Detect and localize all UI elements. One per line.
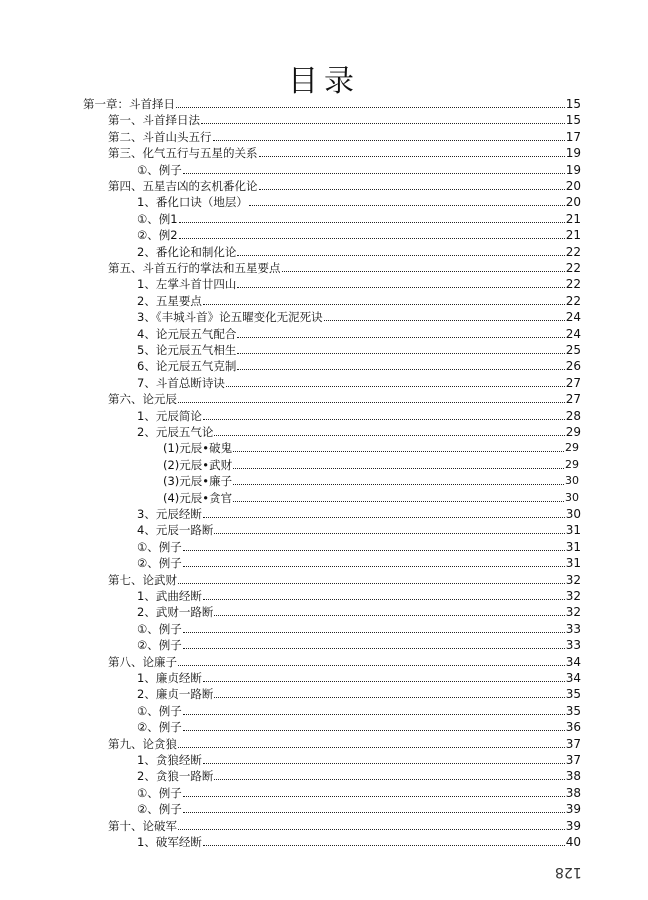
toc-entry-page: 36: [565, 720, 581, 735]
toc-entry-page: 32: [565, 572, 581, 587]
toc-entry-label: 2、廉贞一路断: [137, 687, 214, 702]
toc-entry[interactable]: [137, 718, 581, 734]
toc-entry-label: 第十、论破军: [108, 818, 177, 833]
dot-leader: [237, 369, 564, 370]
dot-leader: [214, 779, 564, 780]
toc-entry[interactable]: [137, 341, 581, 357]
toc-entry[interactable]: [137, 193, 581, 209]
dot-leader: [237, 287, 564, 288]
toc-entry-label: 第一、斗首择日法: [108, 113, 200, 128]
dot-leader: [259, 156, 565, 157]
toc-entry[interactable]: [137, 685, 581, 701]
toc-entry[interactable]: [163, 456, 579, 472]
dot-leader: [203, 599, 565, 600]
toc-entry[interactable]: [137, 538, 581, 554]
toc-entry-page: 26: [565, 359, 581, 374]
toc-entry-page: 21: [565, 228, 581, 243]
toc-entry[interactable]: [108, 177, 581, 193]
toc-entry-label: (4)元辰•贪官: [163, 490, 233, 505]
toc-entry[interactable]: [108, 390, 581, 406]
toc-entry-label: 2、番化论和制化论: [137, 244, 237, 259]
toc-entry-page: 38: [565, 785, 581, 800]
dot-leader: [183, 796, 565, 797]
toc-entry-label: 2、五星要点: [137, 293, 202, 308]
toc-entry-label: ①、例子: [137, 703, 182, 718]
dot-leader: [183, 812, 565, 813]
toc-entry[interactable]: [108, 128, 581, 144]
toc-entry-page: 21: [565, 211, 581, 226]
dot-leader: [233, 501, 564, 502]
dot-leader: [183, 730, 565, 731]
dot-leader: [178, 665, 565, 666]
toc-entry[interactable]: [137, 521, 581, 537]
toc-entry-page: 27: [565, 375, 581, 390]
toc-entry-label: 4、元辰一路断: [137, 523, 214, 538]
toc-entry-page: 20: [565, 179, 581, 193]
toc-entry[interactable]: [137, 505, 581, 521]
toc-entry-label: ②、例子: [137, 802, 182, 817]
toc-entry-label: 第九、论贪狼: [108, 736, 177, 751]
dot-leader: [282, 271, 565, 272]
toc-entry-page: 31: [565, 556, 581, 571]
toc-entry-label: 第六、论元辰: [108, 392, 177, 407]
toc-entry[interactable]: [137, 833, 581, 849]
toc-entry-label: ②、例2: [137, 228, 178, 243]
toc-entry[interactable]: [137, 308, 581, 324]
dot-leader: [214, 697, 564, 698]
toc-entry-label: 1、贪狼经断: [137, 753, 202, 767]
toc-entry-page: 24: [565, 326, 581, 341]
toc-entry[interactable]: [137, 275, 581, 291]
dot-leader: [203, 763, 565, 764]
toc-entry-page: 29: [565, 441, 579, 455]
toc-entry[interactable]: [137, 243, 581, 259]
dot-leader: [178, 583, 565, 584]
toc-entry-label: 1、廉贞经断: [137, 671, 202, 685]
toc-entry-page: 34: [565, 671, 581, 685]
toc-entry[interactable]: [108, 817, 581, 833]
toc-entry-label: 1、番化口诀（地层）: [137, 195, 248, 210]
toc-entry[interactable]: [137, 669, 581, 685]
toc-entry[interactable]: [137, 554, 581, 570]
toc-entry-page: 35: [565, 687, 581, 702]
toc-entry[interactable]: [137, 423, 581, 439]
toc-entry-page: 33: [565, 638, 581, 653]
toc-entry-page: 31: [565, 523, 581, 538]
dot-leader: [259, 189, 565, 190]
toc-entry[interactable]: [137, 210, 581, 226]
toc-entry-label: ①、例子: [137, 162, 182, 177]
toc-entry-label: 第三、化气五行与五星的关系: [108, 146, 258, 161]
toc-entry[interactable]: [137, 226, 581, 242]
dot-leader: [233, 468, 564, 469]
dot-leader: [203, 304, 565, 305]
dot-leader: [233, 451, 564, 452]
dot-leader: [183, 550, 565, 551]
dot-leader: [183, 648, 565, 649]
toc-entry-label: 第七、论武财: [108, 572, 177, 587]
dot-leader: [249, 205, 565, 206]
toc-entry-label: 2、元辰五气论: [137, 425, 214, 439]
dot-leader: [214, 435, 564, 436]
toc-entry-label: 6、论元辰五气克制: [137, 359, 237, 374]
toc-entry-page: 39: [565, 802, 581, 817]
dot-leader: [183, 566, 565, 567]
toc-entry-page: 19: [565, 162, 581, 177]
toc-entry-label: 5、论元辰五气相生: [137, 343, 237, 357]
toc-entry-page: 29: [565, 457, 579, 471]
toc-entry-page: 30: [565, 474, 579, 488]
toc-entry-label: 1、破军经断: [137, 835, 202, 849]
toc-entry[interactable]: [108, 653, 581, 669]
toc-entry-page: 22: [565, 261, 581, 275]
dot-leader: [176, 107, 565, 108]
toc-entry[interactable]: [108, 144, 581, 160]
toc-entry[interactable]: [137, 767, 581, 783]
toc-entry-page: 19: [565, 146, 581, 161]
toc-entry-label: 3、《丰城斗首》论五曜变化无泥死诀: [137, 310, 323, 325]
toc-entry-page: 25: [565, 343, 581, 357]
toc-entry[interactable]: [163, 472, 579, 488]
toc-entry-label: 第五、斗首五行的掌法和五星要点: [108, 261, 281, 275]
toc-entry-page: 31: [565, 539, 581, 554]
toc-entry-page: 22: [565, 277, 581, 292]
toc-entry-label: 第八、论廉子: [108, 654, 177, 669]
toc-entry-label: (2)元辰•武财: [163, 457, 233, 472]
toc-entry[interactable]: [108, 735, 581, 751]
dot-leader: [214, 533, 564, 534]
dot-leader: [203, 517, 565, 518]
toc-entry-label: 2、贪狼一路断: [137, 769, 214, 784]
dot-leader: [237, 337, 564, 338]
toc-entry-page: 24: [565, 310, 581, 325]
toc-entry[interactable]: [137, 603, 581, 619]
toc-entry-page: 37: [565, 753, 581, 767]
toc-entry-label: 4、论元辰五气配合: [137, 326, 237, 341]
toc-entry-page: 29: [565, 425, 581, 439]
dot-leader: [237, 255, 564, 256]
toc-entry-label: ①、例子: [137, 539, 182, 554]
toc-entry-page: 28: [565, 408, 581, 423]
dot-leader: [178, 402, 565, 403]
toc-entry-label: 1、武曲经断: [137, 589, 202, 603]
dot-leader: [324, 320, 565, 321]
toc-entry-page: 30: [565, 490, 579, 504]
toc-entry[interactable]: [163, 439, 579, 455]
toc-entry[interactable]: [137, 702, 581, 718]
dot-leader: [203, 419, 565, 420]
dot-leader: [203, 681, 565, 682]
page-title: 目录: [288, 64, 360, 99]
toc-entry-label: 第二、斗首山头五行: [108, 129, 212, 144]
toc-entry[interactable]: [137, 620, 581, 636]
toc-entry-page: 20: [565, 195, 581, 210]
toc-entry-label: 3、元辰经断: [137, 507, 202, 521]
toc-entry[interactable]: [137, 751, 581, 767]
toc-entry-label: (3)元辰•廉子: [163, 474, 233, 489]
toc-entry[interactable]: [137, 161, 581, 177]
toc-entry-label: ②、例子: [137, 720, 182, 735]
toc-entry[interactable]: [137, 407, 581, 423]
toc-entry-label: (1)元辰•破鬼: [163, 441, 233, 456]
toc-entry-label: ②、例子: [137, 638, 182, 653]
toc-entry-page: 15: [565, 113, 581, 128]
dot-leader: [203, 845, 565, 846]
toc-entry-page: 15: [565, 97, 581, 111]
toc-entry-label: 第四、五星吉凶的玄机番化论: [108, 179, 258, 193]
toc-entry-page: 34: [565, 654, 581, 669]
dot-leader: [233, 484, 564, 485]
toc-entry-label: 1、元辰简论: [137, 408, 202, 423]
dot-leader: [178, 829, 565, 830]
toc-entry-page: 32: [565, 589, 581, 603]
toc-entry-label: 2、武财一路断: [137, 605, 214, 620]
toc-entry-label: ②、例子: [137, 556, 182, 571]
toc-entry[interactable]: [83, 95, 581, 111]
toc-entry-page: 38: [565, 769, 581, 784]
toc-entry[interactable]: [108, 571, 581, 587]
dot-leader: [179, 222, 565, 223]
toc-entry-label: 1、左掌斗首廿四山: [137, 277, 237, 292]
toc-entry-label: ①、例子: [137, 621, 182, 636]
toc-entry-page: 39: [565, 818, 581, 833]
dot-leader: [226, 386, 565, 387]
toc-entry[interactable]: [137, 587, 581, 603]
dot-leader: [178, 747, 565, 748]
toc-entry-label: 7、斗首总断诗诀: [137, 375, 225, 390]
toc-entry[interactable]: [137, 292, 581, 308]
dot-leader: [213, 140, 565, 141]
dot-leader: [179, 238, 565, 239]
toc-entry-page: 22: [565, 293, 581, 308]
toc-entry[interactable]: [137, 636, 581, 652]
toc-entry-page: 33: [565, 621, 581, 636]
toc-entry-page: 40: [565, 835, 581, 849]
toc-entry[interactable]: [137, 357, 581, 373]
toc-entry-page: 22: [565, 244, 581, 259]
dot-leader: [183, 632, 565, 633]
dot-leader: [214, 615, 564, 616]
toc-entry[interactable]: [137, 325, 581, 341]
toc-entry[interactable]: [137, 800, 581, 816]
dot-leader: [183, 173, 565, 174]
dot-leader: [183, 714, 565, 715]
toc-entry-page: 32: [565, 605, 581, 620]
toc-entry-page: 35: [565, 703, 581, 718]
dot-leader: [237, 353, 564, 354]
toc-entry[interactable]: [108, 111, 581, 127]
toc-entry-page: 17: [565, 129, 581, 144]
toc-entry-page: 37: [565, 736, 581, 751]
dot-leader: [201, 123, 565, 124]
toc-entry[interactable]: [108, 259, 581, 275]
toc-entry[interactable]: [163, 489, 579, 505]
footer-page-number: 128: [555, 864, 582, 880]
toc-entry-page: 27: [565, 392, 581, 407]
toc-entry-page: 30: [565, 507, 581, 521]
toc-entry-label: 第一章：斗首择日: [83, 97, 175, 111]
toc-entry[interactable]: [137, 784, 581, 800]
toc-entry[interactable]: [137, 374, 581, 390]
toc-entry-label: ①、例子: [137, 785, 182, 800]
toc-entry-label: ①、例1: [137, 211, 178, 226]
